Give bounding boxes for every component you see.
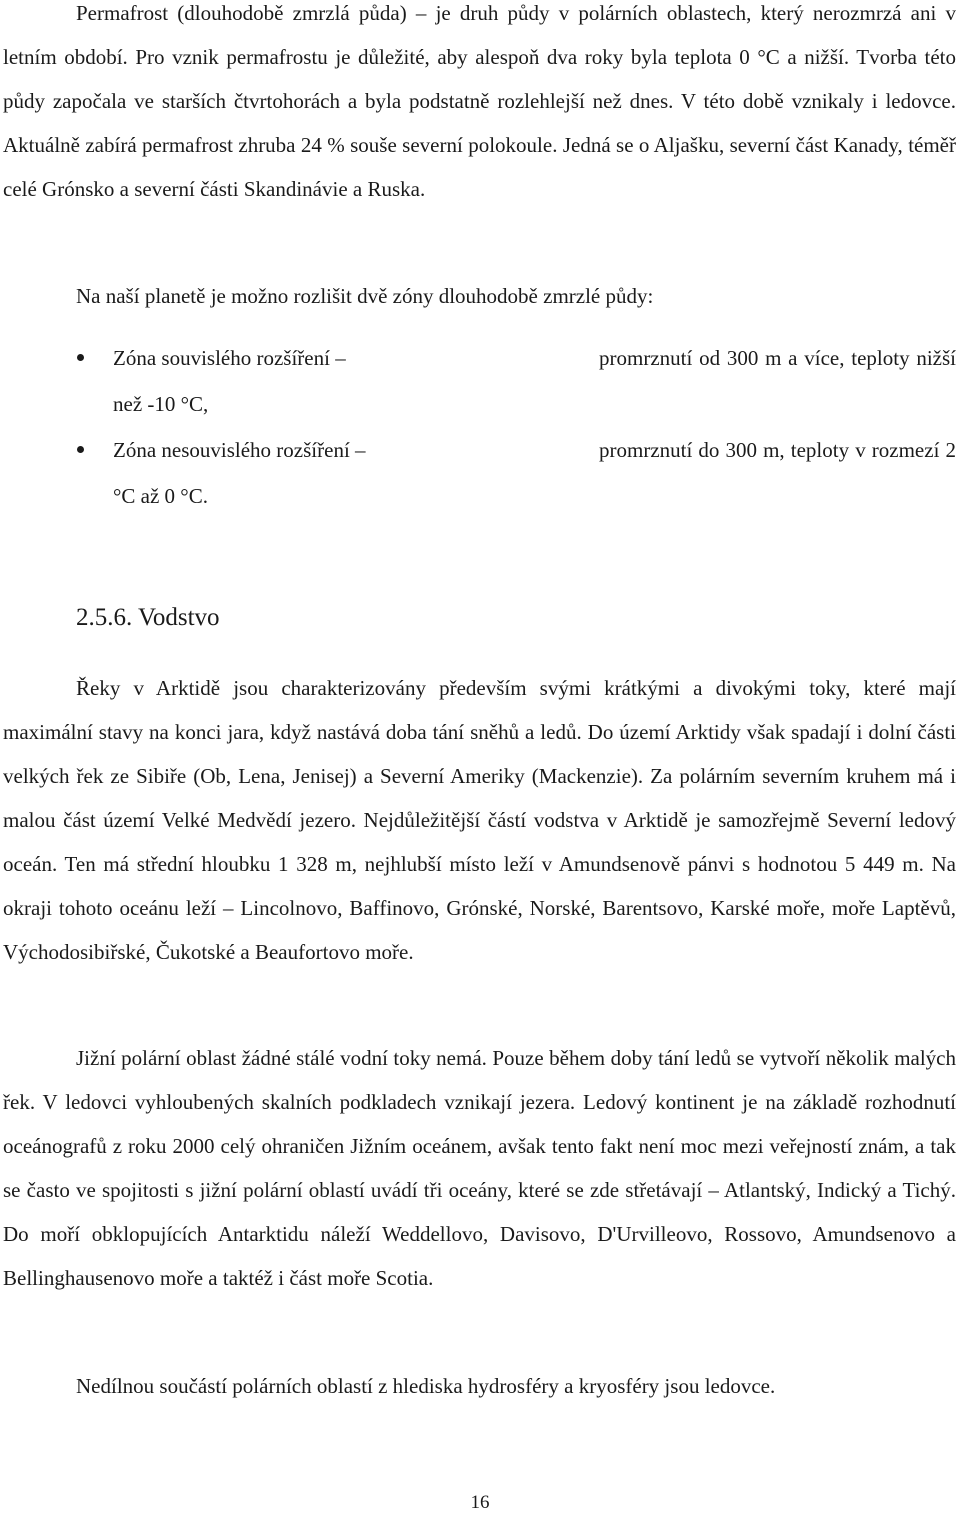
zone-name: Zóna souvislého rozšíření – xyxy=(113,346,346,370)
paragraph-zones-intro: Na naší planetě je možno rozlišit dvě zóny dlouhodobě zmrzlé půdy: xyxy=(76,284,654,308)
zones-list xyxy=(0,335,960,519)
list-item xyxy=(0,427,956,519)
paragraph-arctic-rivers: Řeky v Arktidě jsou charakterizovány především svými krátkými a divokými toky, které mají maximální stavy na konci jara, když nastává doba tání sněhů a ledů. Do území Arktidy však spadají i dolní části velkých řek ze Sibiře (Ob, Lena, Jenisej) a Severní Ameriky (Mackenzie). Za polárním severním kruhem má i malou část území Velké Medvědí jezero. Nejdůležitější částí vodstva v Arktidě je samozřejmě Severní ledový oceán. Ten má střední hloubku 1 328 m, nejhlubší místo leží v Amundsenově pánvi s hodnotou 5 449 m. Na okraji tohoto oceánu leží – Lincolnovo, Baffinovo, Grónské, Norské, Barentsovo, Karské moře, moře Laptěvů, Východosibiřské, Čukotské a Beaufortovo moře. xyxy=(3,676,956,964)
zone-description: promrznutí od 300 m a více, teploty nižší než -10 °C, xyxy=(113,346,956,416)
zone-description: promrznutí do 300 m, teploty v rozmezí 2 °C až 0 °C. xyxy=(113,438,956,508)
zone-text xyxy=(113,346,956,416)
paragraph-south-polar: Jižní polární oblast žádné stálé vodní toky nemá. Pouze během doby tání ledů se vytvoří několik malých řek. V ledovci vyhloubených skalních podkladech vznikají jezera. Ledový kontinent je na základě rozhodnutí oceánografů z roku 2000 celý ohraničen Jižním oceánem, avšak tento fakt není moc mezi veřejností znám, a tak se často ve spojitosti s jižní polární oblastí uvádí tři oceány, které se zde střetávají – Atlantský, Indický a Tichý. Do moří obklopujících Antarktidu náleží Weddellovo, Davisovo, D'Urvilleovo, Rossovo, Amundsenovo a Bellinghausenovo moře a taktéž i část moře Scotia. xyxy=(3,1046,956,1290)
zone-name: Zóna nesouvislého rozšíření – xyxy=(113,438,366,462)
bullet-icon xyxy=(77,446,84,453)
page-number: 16 xyxy=(470,1492,490,1513)
section-heading: 2.5.6. Vodstvo xyxy=(76,604,220,631)
paragraph-permafrost: Permafrost (dlouhodobě zmrzlá půda) – je druh půdy v polárních oblastech, který nerozmrzá ani v letním období. Pro vznik permafrostu je důležité, aby alespoň dva roky byla teplota 0 °C a nižší. Tvorba této půdy započala ve starších čtvrtohorách a byla podstatně rozlehlejší než dnes. V této době vznikaly i ledovce. Aktuálně zabírá permafrost zhruba 24 % souše severní polokoule. Jedná se o Aljašku, severní část Kanady, téměř celé Grónsko a severní části Skandinávie a Ruska. xyxy=(3,1,956,201)
list-item xyxy=(0,335,956,427)
bullet-icon xyxy=(77,354,84,361)
zone-text xyxy=(113,438,956,508)
paragraph-glaciers: Nedílnou součástí polárních oblastí z hlediska hydrosféry a kryosféry jsou ledovce. xyxy=(76,1374,776,1398)
